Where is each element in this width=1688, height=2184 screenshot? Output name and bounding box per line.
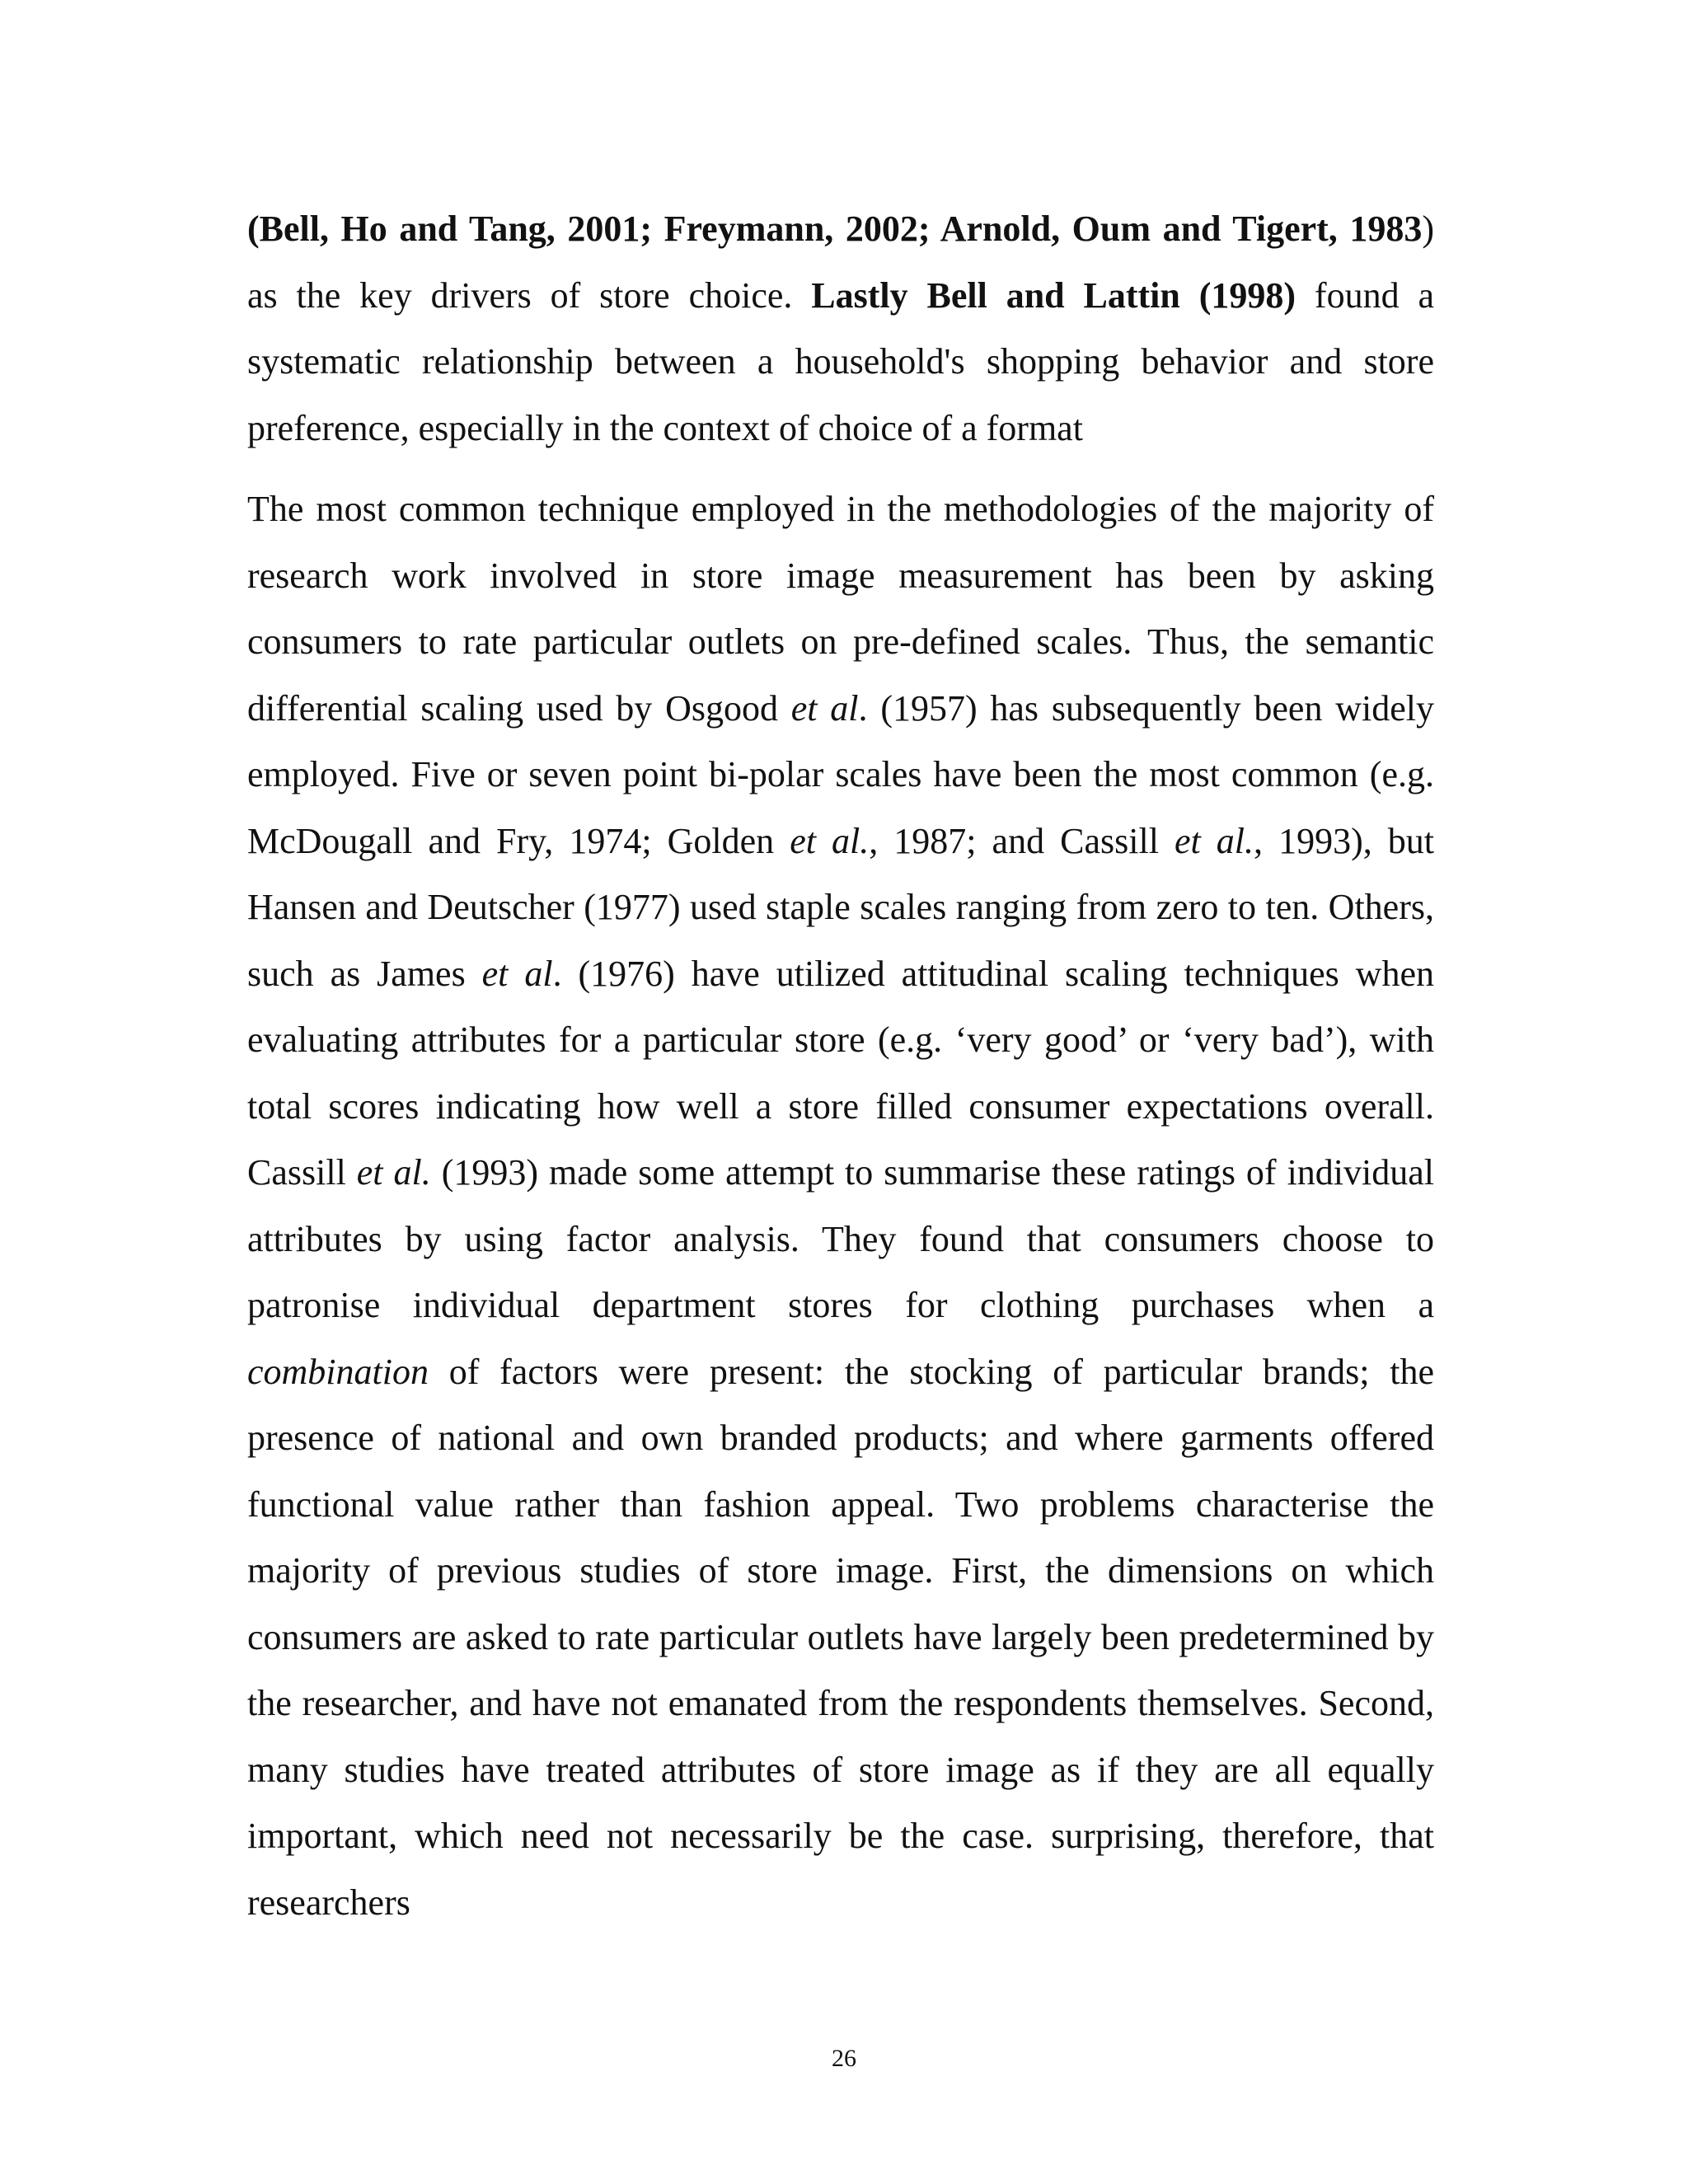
text-run: The most common technique employed in the methodologies of the majority of research work involved in store image measurement has been by asking consumers to rate particular outlets on pre-defined scales. Thus, the semantic differential scaling used by Osgood (247, 489, 1434, 729)
italic-run: et al. (1174, 820, 1254, 861)
text-run: found a systematic relationship between a household's shopping behavior and store preference, especially in the context of choice of a format (247, 274, 1434, 448)
paragraph-1 (247, 196, 1434, 462)
text-run: , 1993), but Hansen and Deutscher (1977) used staple scales ranging from zero to ten. Others, such as James (247, 820, 1434, 994)
page-body (247, 196, 1434, 1936)
italic-run: et al (481, 953, 553, 994)
text-run: . (1976) have utilized attitudinal scaling techniques when evaluating attributes for a particular store (e.g. ‘very good’ or ‘very bad’), with total scores indicating how well a store filled consumer expectations overall. Cassill (247, 953, 1434, 1193)
italic-run: et al. (790, 820, 870, 861)
italic-run: et al. (356, 1152, 431, 1193)
text-run: of factors were present: the stocking of particular brands; the presence of national and own branded products; and where garments offered functional value rather than fashion appeal. Two problems characterise the majority of previous studies of store image. First, the dimensions on which consumers are asked to rate particular outlets have largely been predetermined by the researcher, and have not emanated from the respondents themselves. Second, many studies have treated attributes of store image as if they are all equally important, which need not necessarily be the case. surprising, therefore, that researchers (247, 1351, 1434, 1923)
paragraph-2 (247, 476, 1434, 1936)
page-number: 26 (832, 2045, 856, 2072)
text-run: ) as the key drivers of store choice. (247, 209, 1434, 316)
italic-run: et al (790, 687, 859, 729)
citation-bold: Lastly Bell and Lattin (1998) (811, 274, 1296, 316)
text-run: , 1987; and Cassill (869, 820, 1175, 861)
text-run: (1993) made some attempt to summarise these ratings of individual attributes by using factor analysis. They found that consumers choose to patronise individual department stores for clothing purchases when a (247, 1152, 1434, 1325)
citation-bold: (Bell, Ho and Tang, 2001; Freymann, 2002; Arnold, Oum and Tigert, 1983 (247, 209, 1423, 249)
text-run: . (1957) has subsequently been widely employed. Five or seven point bi-polar scales have been the most common (e.g. McDougall and Fry, 1974; Golden (247, 687, 1434, 861)
italic-run: combination (247, 1351, 429, 1392)
